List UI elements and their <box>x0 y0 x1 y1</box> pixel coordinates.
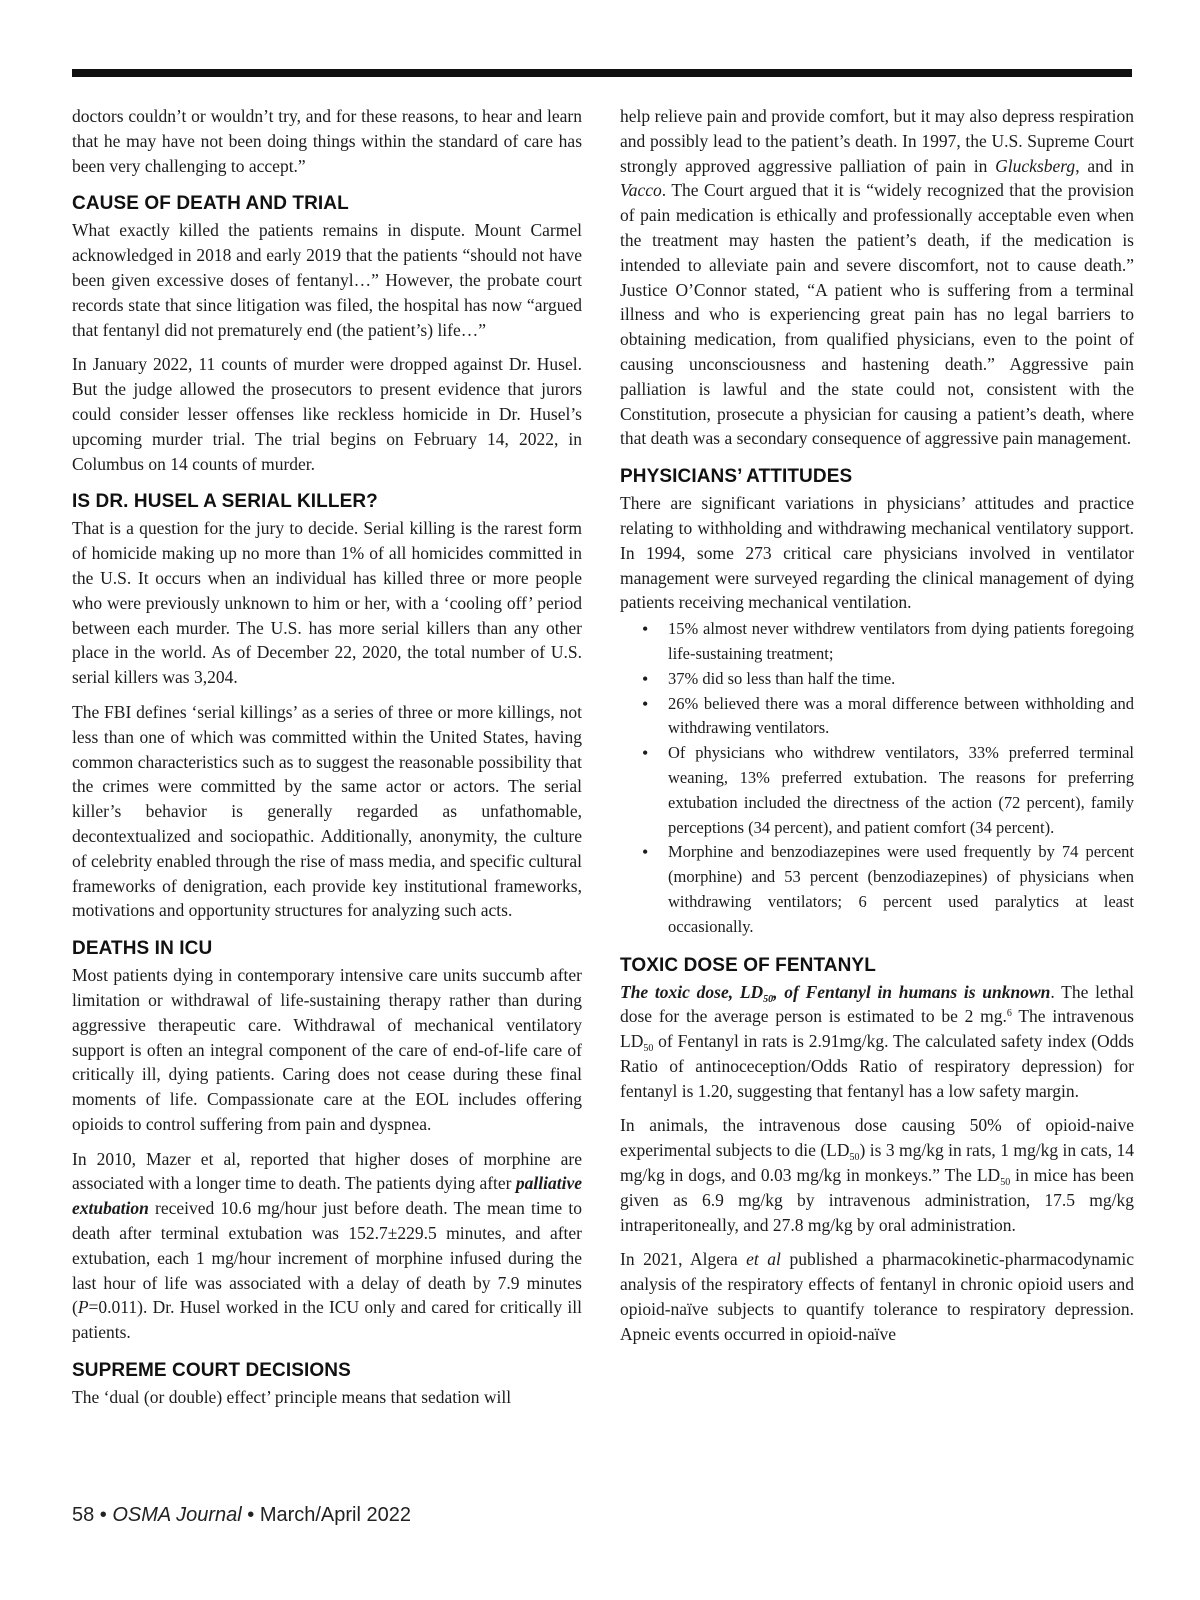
heading-cause-of-death: CAUSE OF DEATH AND TRIAL <box>72 193 349 215</box>
heading-toxic-dose: TOXIC DOSE OF FENTANYL <box>620 954 876 976</box>
heading-deaths-in-icu: DEATHS IN ICU <box>72 938 213 960</box>
page-footer: 58 • OSMA Journal • March/April 2022 <box>72 1504 411 1526</box>
list-item: • Of physicians who withdrew ventilators, 33% preferred terminal weaning, 13% preferred extubation. The reasons for preferring extubation included the directness of the action (72 percent), family perceptions (34 percent), and patient comfort (34 percent). <box>668 741 1134 840</box>
paragraph: In animals, the intravenous dose causing 50% of opioid-naive experimental subjects to die $(LD_{50})$ is 3 mg/kg in rats, 1 mg/kg in cats, 14 mg/kg in dogs, and 0.03 mg/kg in monkeys.” The $LD_{50}$ in mice has been given as 6.9 mg/kg by intravenous administration, 17.5 mg/kg intraperitoneally, and 27.8 mg/kg by oral administration. <box>620 1115 1135 1235</box>
paragraph: The FBI defines ‘serial killings’ as a series of three or more killings, not less than one of which was committed within the United States, having common characteristics such as to suggest the reasonable possibility that the crimes were committed by the same actor or actors. The serial killer’s behavior is generally regarded as unfathomable, decontextualized and sociopathic. Additionally, anonymity, the culture of celebrity enabled through the rise of mass media, and specific cultural frameworks of denigration, each provide key institutional frameworks, motivations and opportunity structures for analyzing such acts. <box>72 701 582 921</box>
list-item: • Morphine and benzodiazepines were used frequently by 74 percent (morphine) and 53 percent (benzodiazepines) of physicians when withdrawing ventilators; 6 percent used paralytics at least occasionally. <box>668 840 1134 939</box>
page-number: 58 <box>72 1504 95 1526</box>
paragraph: There are significant variations in physicians’ attitudes and practice relating to withholding and withdrawing mechanical ventilatory support. In 1994, some 273 critical care physicians involved in ventilator management were surveyed regarding the clinical management of dying patients receiving mechanical ventilation. <box>620 493 1134 613</box>
case-name: Glucksberg <box>995 155 1076 176</box>
list-item: • 26% believed there was a moral difference between withholding and withdrawing ventilators. <box>668 692 1134 742</box>
intro-paragraph: help relieve pain and provide comfort, but it may also depress respiration and possibly lead to the patient’s death. In 1997, the U.S. Supreme Court strongly approved aggressive palliation of pain in Glucksberg, and in Vacco. The Court argued that it is “widely recognized that the provision of pain medication is ethically and professionally acceptable even when the treatment may hasten the patient’s death, if the medication is intended to alleviate pain and severe discomfort, not to cause death.” Justice O’Connor stated, “A patient who is suffering from a terminal illness and who is experiencing great pain has no legal barriers to obtaining medication, from qualified physicians, even to the point of causing unconsciousness and hastening death.” Aggressive pain palliation is lawful and the state could not, consistent with the Constitution, prosecute a physician for causing a patient’s death, where that death was a secondary consequence of aggressive pain management. <box>620 106 1134 449</box>
paragraph: In 2010, Mazer et al, reported that higher doses of morphine are associated with a longer time to death. The patients dying after palliative extubation received 10.6 mg/hour just before death. The mean time to death after terminal extubation was 152.7±229.5 minutes, and after extubation, each 1 mg/hour increment of morphine infused during the last hour of life was associated with a delay of death by 7.9 minutes (P=0.011). Dr. Husel worked in the ICU only and cared for critically ill patients. <box>72 1148 582 1343</box>
issue-date: March/April 2022 <box>259 1504 411 1526</box>
list-item: • 37% did so less than half the time. <box>668 667 1134 692</box>
paragraph: What exactly killed the patients remains in dispute. Mount Carmel acknowledged in 2018 and early 2019 that the patients “should not have been given excessive doses of fentanyl…” However, the probate court records state that since litigation was filed, the hospital has now “argued that fentanyl did not prematurely end (the patient’s) life…” <box>72 220 582 340</box>
paragraph: The toxic dose, $LD_{50}$, of Fentanyl in humans is unknown. The lethal dose for the average person is estimated to be 2 mg.$^6$ The intravenous $LD_{50}$ of Fentanyl in rats is 2.91mg/kg. The calculated safety index (Odds Ratio of antinoceception/Odds Ratio of respiratory depression) for fentanyl is 1.20, suggesting that fentanyl has a low safety margin. <box>620 981 1134 1101</box>
top-rule <box>72 69 1132 77</box>
paragraph: In 2021, Algera et al published a pharmacokinetic-pharmacodynamic analysis of the respiratory effects of fentanyl in chronic opioid users and opioid-naïve subjects to quantify tolerance to respiratory depression. Apneic events occurred in opioid-naïve <box>620 1249 1134 1344</box>
heading-physicians-attitudes: PHYSICIANS’ ATTITUDES <box>620 466 853 488</box>
attitudes-list <box>620 617 1134 939</box>
heading-supreme-court: SUPREME COURT DECISIONS <box>72 1360 351 1382</box>
paragraph: The ‘dual (or double) effect’ principle means that sedation will <box>72 1387 512 1408</box>
heading-serial-killer: IS DR. HUSEL A SERIAL KILLER? <box>72 491 378 513</box>
journal-name: OSMA Journal <box>112 1504 242 1526</box>
paragraph: In January 2022, 11 counts of murder were dropped against Dr. Husel. But the judge allowed the prosecutors to present evidence that jurors could consider lesser offenses like reckless homicide in Dr. Husel’s upcoming murder trial. The trial begins on February 14, 2022, in Columbus on 14 counts of murder. <box>72 354 582 474</box>
intro-paragraph: doctors couldn’t or wouldn’t try, and for these reasons, to hear and learn that he may have not been doing things within the standard of care has been very challenging to accept.” <box>72 106 582 176</box>
right-column <box>620 104 1134 1357</box>
left-column <box>72 104 582 1420</box>
paragraph: That is a question for the jury to decide. Serial killing is the rarest form of homicide making up no more than 1% of all homicides committed in the U.S. It occurs when an individual has killed three or more people who were previously unknown to him or her, with a ‘cooling off’ period between each murder. The U.S. has more serial killers than any other place in the world. As of December 22, 2020, the total number of U.S. serial killers was 3,204. <box>72 518 582 688</box>
list-item: • 15% almost never withdrew ventilators from dying patients foregoing life-sustaining treatment; <box>668 617 1134 667</box>
case-name: Vacco <box>620 180 662 201</box>
emphasis-palliative-extubation: palliative extubation <box>72 1173 582 1219</box>
paragraph: Most patients dying in contemporary intensive care units succumb after limitation or withdrawal of life-sustaining therapy rather than during aggressive therapeutic care. Withdrawal of mechanical ventilatory support is often an integral component of the care of end-of-life care of critically ill, dying patients. Caring does not cease during these final moments of life. Compassionate care at the EOL includes offering opioids to control suffering from pain and dyspnea. <box>72 965 582 1134</box>
